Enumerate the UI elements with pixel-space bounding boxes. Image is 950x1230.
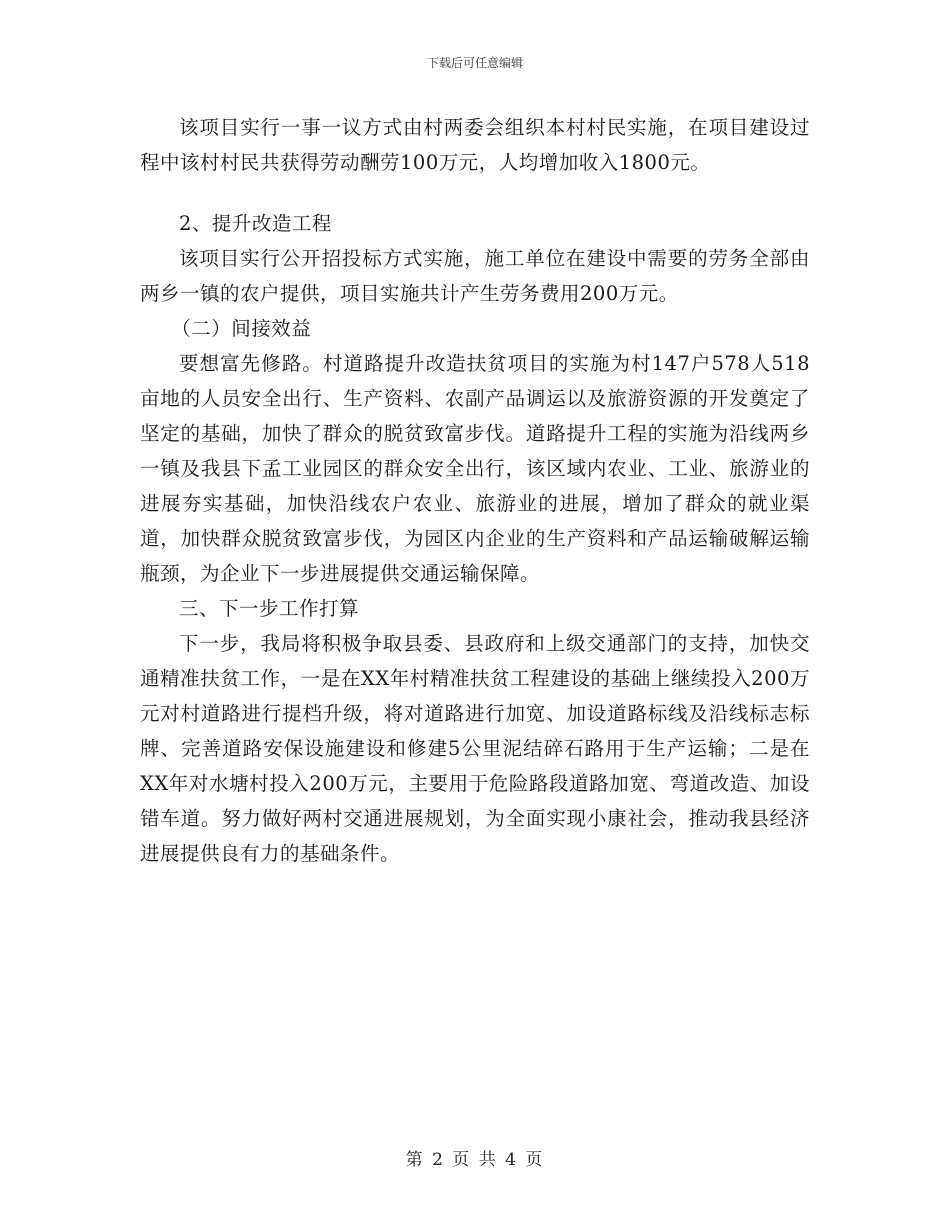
heading-indirect-benefits: （二）间接效益: [171, 317, 312, 340]
heading-next-steps: 三、下一步工作打算: [179, 597, 360, 620]
header-note: 下载后可任意编辑: [426, 56, 523, 70]
heading-upgrade-project: 2、提升改造工程: [179, 212, 332, 235]
document-body: [140, 110, 810, 871]
paragraph-next-steps: 下一步，我局将积极争取县委、县政府和上级交通部门的支持，加快交通精准扶贫工作，一是在XX年村精准扶贫工程建设的基础上继续投入200万元对村道路进行提档升级，将对道路进行加宽、加设道路标线及沿线标志标牌、完善道路安保设施建设和修建5公里泥结碎石路用于生产运输；二是在XX年对水塘村投入200万元，主要用于危险路段道路加宽、弯道改造、加设错车道。努力做好两村交通进展规划，为全面实现小康社会，推动我县经济进展提供良有力的基础条件。: [140, 632, 810, 865]
paragraph-indirect-benefits: 要想富先修路。村道路提升改造扶贫项目的实施为村147户578人518亩地的人员安全出行、生产资料、农副产品调运以及旅游资源的开发奠定了坚定的基础，加快了群众的脱贫致富步伐。道路提升工程的实施为沿线两乡一镇及我县下孟工业园区的群众安全出行，该区域内农业、工业、旅游业的进展夯实基础，加快沿线农户农业、旅游业的进展，增加了群众的就业渠道，加快群众脱贫致富步伐，为园区内企业的生产资料和产品运输破解运输瓶颈，为企业下一步进展提供交通运输保障。: [140, 352, 810, 585]
page-number: 第 2 页 共 4 页: [405, 1150, 545, 1170]
paragraph-gap: [140, 180, 810, 206]
paragraph-labor-income: 该项目实行一事一议方式由村两委会组织本村村民实施，在项目建设过程中该村村民共获得劳动酬劳100万元，人均增加收入1800元。: [140, 116, 810, 174]
paragraph-upgrade-project: 该项目实行公开招投标方式实施，施工单位在建设中需要的劳务全部由两乡一镇的农户提供，项目实施共计产生劳务费用200万元。: [140, 247, 810, 305]
